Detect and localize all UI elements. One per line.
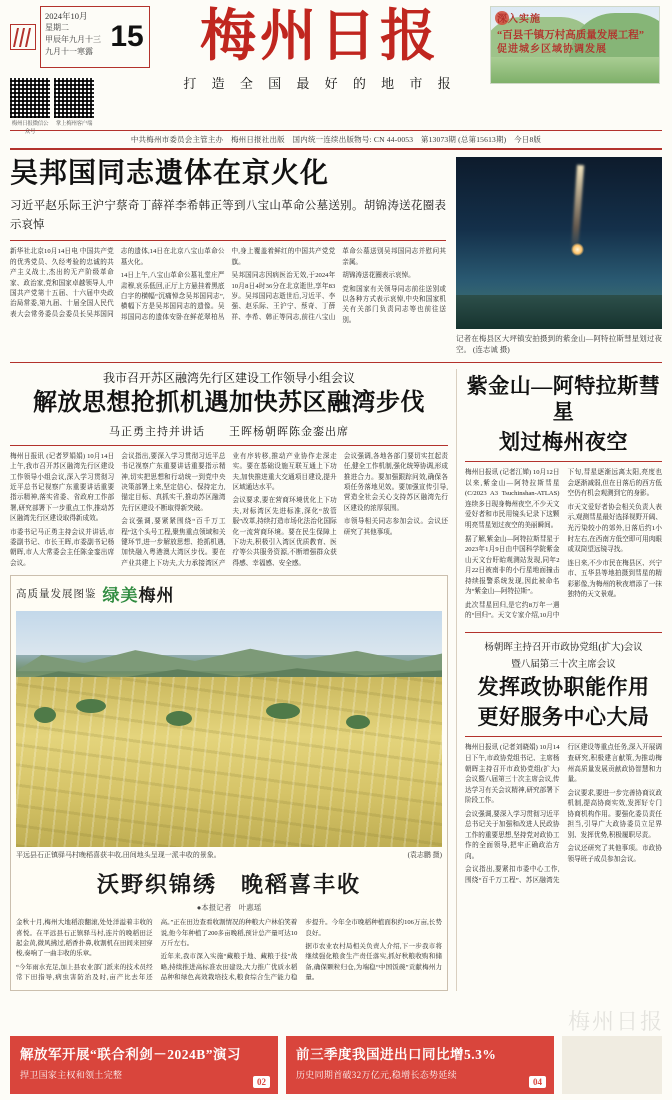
feature-article [10, 575, 448, 990]
promo-title-1: 解放军开展“联合利剑－2024B”演习 [20, 1047, 242, 1062]
comet-article-title-2[interactable]: 划过梅州夜空 [499, 430, 628, 454]
feature-tag: 高质量发展图鉴 [16, 589, 97, 601]
cppcc-title-2[interactable]: 更好服务中心大局 [477, 705, 650, 730]
date-lunar-1: 甲辰年九月十三 [45, 34, 101, 44]
article-para: 梅州日报讯 (记者罗娟娟) 10月14日上午,我市召开苏区融湾先行区建设工作领导小组会议,深入学习贯彻习近平总书记视察广东重要讲话重要指示精神,落实省委、省政府工作部署,研究部署下一步重点工作,推动苏区融湾先行区建设取得新成效。 [10, 452, 115, 523]
feature-para: 近年来,我市深入实施“藏粮于地、藏粮于技”战略,持续推进高标准农田建设,大力推广优质水稻品种和绿色高效栽培技术,粮食综合生产能力稳步提升。今年全市晚稻种植面积约106万亩,长势良好。 [160, 919, 442, 982]
cppcc-para: 会议强调,要深入学习贯彻习近平总书记关于加强和改进人民政协工作的重要思想,坚持党对政协工作的全面领导,把牢正确政治方向。 [465, 810, 560, 860]
feature-header [16, 581, 442, 606]
article-para: 会议强调,各地各部门要切实扛起责任,健全工作机制,强化统筹协调,形成推进合力。要加强跟踪问效,确保各项任务落地见效。要加强宣传引导,营造全社会关心支持苏区融湾先行区建设的浓厚氛围。 [343, 452, 448, 512]
comet-para: 市天文爱好者协会相关负责人表示,观测彗星最好选择视野开阔、光污染较小的郊外,日落后约1小时左右,在西南方低空即可用肉眼或双筒望远镜寻找。 [567, 503, 662, 554]
feature-body [16, 918, 442, 984]
article-byline: 马正勇主持并讲话 王晖杨朝晖陈金銮出席 [109, 425, 349, 438]
paper-logo [10, 6, 150, 68]
cppcc-kicker-2: 暨八届第三十次主席会议 [511, 659, 616, 670]
masthead-ad [490, 6, 662, 84]
feature-para: “今年雨水充足,加上县农业部门派来的技术员经常下田指导,病虫害防治及时,亩产比去年还高。”正在田边查看收割情况的种粮大户林伯笑着说,他今年种植了200多亩晚稻,预计总产量可达10万斤左右。 [16, 919, 298, 982]
date-weekday: 星期二 [45, 23, 69, 33]
article-body [10, 452, 448, 569]
article-para: 会议指出,要深入学习贯彻习近平总书记视察广东重要讲话重要指示精神,切实把思想和行动统一到党中央决策部署上来,坚定信心、保持定力,锚定目标、真抓实干,推动苏区融湾先行区建设不断取得新突破。 [121, 452, 226, 512]
article-para: 市领导相关同志参加会议。会议还研究了其他事项。 [343, 518, 448, 536]
date-box [40, 6, 150, 68]
promo-page-2[interactable]: 04 [529, 1076, 546, 1088]
article-para: 会议强调,要紧紧围绕“百千万工程”这个头号工程,聚焦重点领域和关键环节,进一步解放思想、抢抓机遇,加快融入粤港澳大湾区步伐。要在产业共建上下功夫,大力承接湾区产业有序转移,推动产业协作走深走实。要在基础设施互联互通上下功夫,加快推进重大交通项目建设,提升区域通达水平。 [121, 452, 337, 567]
lead-text [10, 157, 446, 356]
lead-body [10, 247, 446, 326]
cppcc-para: 会议要求,要进一步完善协商议政机制,提高协商实效,发挥好专门协商机构作用。要强化委员责任担当,引导广大政协委员立足界别、发挥优势,积极履职尽责。 [567, 789, 662, 839]
feature-photo-caption: 平远县石正镇驿马村晚稻喜获丰收,田间地头呈现一派丰收的景象。 [16, 851, 221, 860]
masthead-left [10, 6, 150, 135]
paper-logo-icon [10, 24, 36, 50]
cppcc-kicker-1: 杨朝晖主持召开市政协党组(扩大)会议 [484, 642, 643, 653]
promo-subtitle-1: 捍卫国家主权和领土完整 [20, 1070, 123, 1080]
promo-card-2[interactable] [286, 1036, 554, 1094]
article-para: 会议要求,要在营商环境优化上下功夫,对标湾区先进标准,深化“放管服”改革,持续打造市场化法治化国际化一流营商环境。要在民生保障上下功夫,积极引入湾区优质教育、医疗等公共服务资源,不断增强群众获得感、幸福感、安全感。 [232, 497, 337, 567]
lead-headline[interactable]: 吴邦国同志遗体在京火化 [10, 158, 330, 189]
promo-subtitle-2: 历史同期首破32万亿元,稳增长态势延续 [296, 1070, 457, 1080]
promo-card-1[interactable] [10, 1036, 278, 1094]
article-title[interactable]: 解放思想抢抓机遇加快苏区融湾步伐 [33, 389, 425, 416]
main-column [10, 369, 448, 991]
cppcc-body [465, 743, 662, 886]
comet-photo-caption: 记者在梅县区大坪镇安拍摄到的紫金山—阿特拉斯彗星划过夜空。 (连志诚 摄) [456, 334, 662, 355]
cppcc-para: 梅州日报讯 (记者刘晓娟) 10月14日下午,市政协党组书记、主席杨朝晖主持召开市政协党组(扩大)会议暨八届第三十次主席会议,传达学习有关会议精神,研究部署下阶段工作。 [465, 744, 560, 805]
article-kicker: 我市召开苏区融湾先行区建设工作领导小组会议 [102, 370, 355, 385]
promo-page-1[interactable]: 02 [253, 1076, 270, 1088]
masthead-center [150, 6, 490, 92]
comet-para: 梅州日报讯 (记者江婵) 10月12日以来,紫金山—阿特拉斯彗星(C/2023 A3 Tsuchinshan-ATLAS)连续多日现身梅州夜空,不少天文爱好者和市民用镜头记录下这颗明亮彗星划过夜空的美丽瞬间。 [465, 469, 560, 529]
feature-byline: ●本报记者 叶惠瑶 [196, 903, 262, 913]
article-para: 市委书记马正勇主持会议并讲话,市委副书记、市长王晖,市委副书记杨朝晖,市人大常委会主任陈金銮出席会议。 [10, 528, 115, 567]
lead-para: 吴邦国同志因病医治无效,于2024年10月8日4时36分在北京逝世,享年83岁。吴邦国同志逝世后,习近平、李强、赵乐际、王沪宁、蔡奇、丁薛祥、李希、韩正等同志,前往八宝山革命公墓送别吴邦国同志并慰问其亲属。 [231, 248, 446, 321]
feature-para: 据市农业农村局相关负责人介绍,下一步我市将继续强化粮食生产责任落实,抓好秋粮收购和储备,确保颗粒归仓,为端稳“中国饭碗”贡献梅州力量。 [305, 943, 442, 982]
paper-slogan: 打 造 全 国 最 好 的 地 市 报 [183, 75, 457, 91]
app-qr-icon[interactable] [54, 78, 94, 118]
feature-para: 金秋十月,梅州大地稻浪翻滚,处处洋溢着丰收的喜悦。在平远县石正镇驿马村,连片的晚稻田泛起金黄,微风拂过,稻香扑鼻,收割机在田间来回穿梭,奏响了一曲丰收的乐章。 [16, 919, 153, 958]
masthead-divider-thick [10, 148, 662, 150]
date-lunar-2: 九月十一寒露 [45, 46, 93, 56]
section-divider [10, 362, 662, 363]
lead-para: 14日上午,八宝山革命公墓礼堂庄严肃穆,哀乐低回,正厅上方悬挂着黑底白字的横幅“沉痛悼念吴邦国同志”,横幅下方是吴邦国同志的遗像。吴邦国同志的遗体安卧在鲜花翠柏丛中,身上覆盖着鲜红的中国共产党党旗。 [120, 248, 336, 321]
feature-title[interactable]: 沃野织锦绣 晚稻喜丰收 [96, 872, 361, 898]
date-day-number: 15 [110, 20, 144, 53]
masthead [10, 6, 662, 135]
lead-para: 党和国家有关领导同志前往送别或以各种方式表示哀悼,中央和国家机关有关部门负责同志等也前往送别。 [342, 285, 446, 324]
cppcc-para: 会议指出,要紧扣市委中心工作,围绕“百千万工程”、苏区融湾先行区建设等重点任务,深入开展调查研究,积极建言献策,为推动梅州高质量发展贡献政协智慧和力量。 [465, 744, 662, 884]
paper-title: 梅州日报 [200, 6, 440, 68]
comet-para: 此次彗星回归,是它约8万年一遇的“回归”。天文专家介绍,10月中下旬,彗星逐渐远离太阳,亮度也会逐渐减弱,但在日落后的西方低空仍有机会观测到它的身影。 [465, 469, 662, 620]
qr-code-group [10, 72, 150, 135]
feature-photo-caption-row [16, 850, 442, 860]
promo-title-2: 前三季度我国进出口同比增5.3% [296, 1047, 497, 1062]
wechat-qr-icon[interactable] [10, 78, 50, 118]
feature-photo [16, 611, 442, 847]
comet-photo [456, 157, 662, 329]
right-column [456, 369, 662, 991]
publication-info: 中共梅州市委员会主管主办 梅州日报社出版 国内统一连续出版物号: CN 44-0053 第13073期 (总第15613期) 今日8版 [130, 135, 542, 144]
promo-filler [562, 1036, 662, 1094]
qr-caption-1: 梅州日报微信公众号 [11, 121, 49, 135]
ad-banner[interactable] [490, 6, 660, 84]
lead-story [10, 157, 662, 356]
comet-article-body [465, 468, 662, 622]
feature-brand: 绿美梅州 [102, 586, 175, 606]
qr-caption-2: 掌上梅州客户端 [55, 121, 93, 127]
body-columns [10, 369, 662, 991]
comet-para: 连日来,不少市民在梅县区、兴宁市、五华县等地拍摄到彗星的精彩影像,为梅州的秋夜增添了一抹独特的天文景观。 [567, 559, 662, 599]
comet-para: 据了解,紫金山—阿特拉斯彗星于2023年1月9日由中国科学院紫金山天文台盱眙观测站发现,同年2月22日被南非的小行星地面撞击持续报警系统发现,因此被命名为“紫金山—阿特拉斯”。 [465, 535, 560, 596]
lead-subhead: 习近平赵乐际王沪宁蔡奇丁薛祥李希韩正等到八宝山革命公墓送别。胡锦涛送花圈表示哀悼 [10, 200, 446, 231]
watermark: 梅州日报 [567, 1009, 664, 1034]
comet-photo-block [456, 157, 662, 356]
feature-photo-credit: (袁志鹏 摄) [407, 851, 442, 860]
ad-line-2: “百县千镇万村高质量发展工程” [497, 29, 644, 41]
cppcc-title-1[interactable]: 发挥政协职能作用 [477, 674, 650, 699]
ad-line-3: 促进城乡区域协调发展 [497, 43, 607, 55]
ad-line-1: 深入实施 [497, 14, 541, 25]
cppcc-para: 会议还研究了其他事项。市政协领导班子成员参加会议。 [567, 845, 662, 863]
date-year: 2024年10月 [45, 11, 88, 21]
lead-para: 新华社北京10月14日电 中国共产党的优秀党员、久经考验的忠诚的共产主义战士,杰出的无产阶级革命家、政治家,党和国家卓越领导人,中国共产党第十五届、十六届中央政治局常委,第九届、十届全国人民代表大会常务委员会委员长吴邦国同志的遗体,14日在北京八宝山革命公墓火化。 [10, 248, 225, 318]
comet-article-title-1[interactable]: 紫金山—阿特拉斯彗星 [466, 373, 661, 424]
lead-para: 胡锦涛送花圈表示哀悼。 [342, 272, 415, 280]
bottom-promo-bar [10, 1036, 662, 1094]
